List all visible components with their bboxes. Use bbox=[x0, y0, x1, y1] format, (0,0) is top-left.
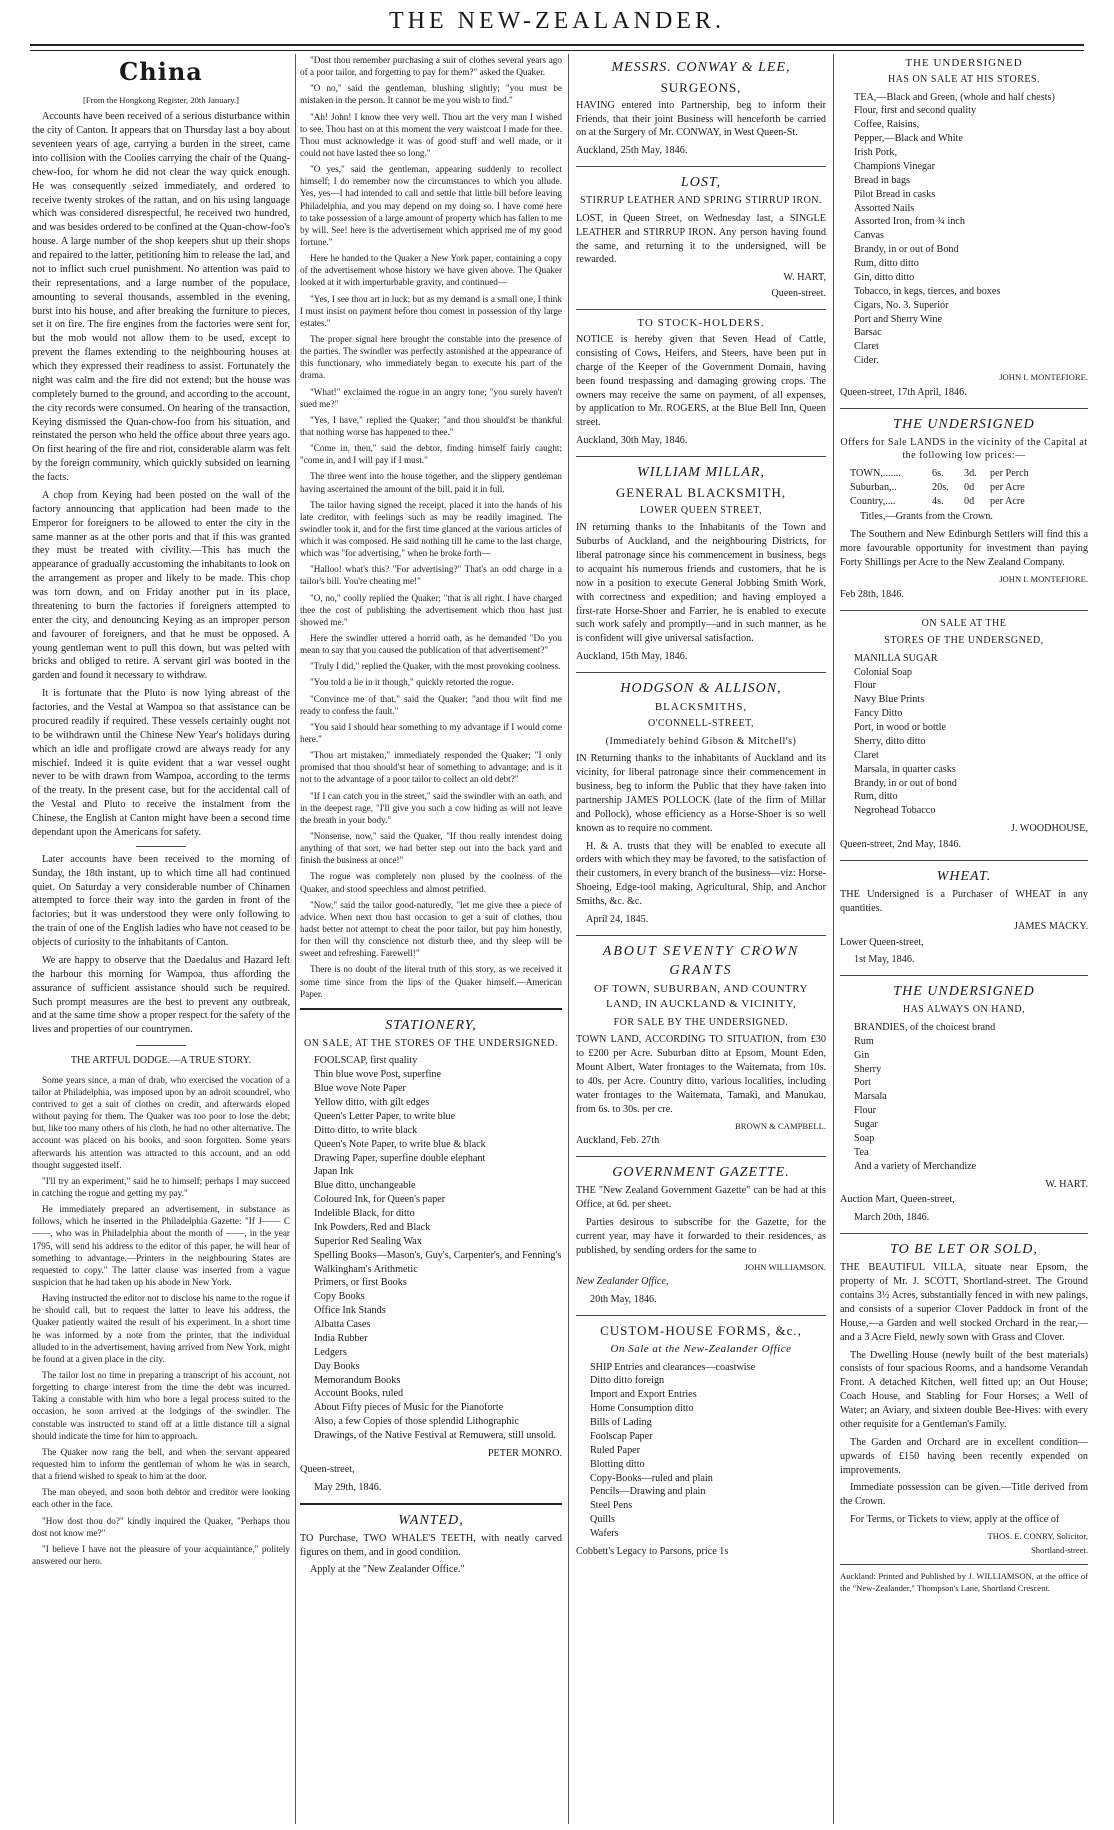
list-item: Superior Red Sealing Wax bbox=[314, 1235, 422, 1247]
lost-signature: W. HART, bbox=[783, 272, 826, 284]
gazette-heading: GOVERNMENT GAZETTE. bbox=[612, 1165, 790, 1181]
stationery-heading: STATIONERY, bbox=[385, 1017, 477, 1033]
list-item: Indelible Black, for ditto bbox=[314, 1208, 415, 1220]
list-item: Sherry, ditto ditto bbox=[854, 735, 926, 747]
list-item: Pilot Bread in casks bbox=[854, 188, 936, 200]
montefiore-date: Queen-street, 17th April, 1846. bbox=[840, 386, 967, 398]
article-paragraph: The rogue was completely non plused by the coolness of the Quaker, and stood speechless and almost petrified. bbox=[300, 871, 562, 894]
wanted-apply: Apply at the "New Zealander Office." bbox=[310, 1564, 465, 1576]
list-item: Memorandum Books bbox=[314, 1374, 401, 1386]
list-item: Blue wove Note Paper bbox=[314, 1083, 406, 1095]
article-paragraph: "You told a lie in it though," quickly retorted the rogue. bbox=[310, 677, 514, 688]
villa-text-4: Immediate possession can be given.—Title derived from the Crown. bbox=[840, 1482, 1088, 1508]
article-paragraph: The Quaker now rang the bell, and when the servant appeared requested him to inform the gentleman of whom he was in search, that a friend wished to speak to him at the door. bbox=[32, 1446, 290, 1482]
hodgson-text: IN Returning thanks to the inhabitants of Auckland and its vicinity, for liberal patronage since their commencement in business, beg to inform the Public that they have taken into partnership JAMES POLLOCK (late of the firm of Millar and Pollock), whose efficiency as a Horse-Shoer is so well known as to require no comment. bbox=[576, 753, 826, 834]
list-item: Blue ditto, unchangeable bbox=[314, 1180, 416, 1192]
conway-subheading: SURGEONS, bbox=[660, 80, 742, 96]
list-item: Ink Powders, Red and Black bbox=[314, 1221, 431, 1233]
lands-date: Feb 28th, 1846. bbox=[840, 588, 904, 600]
divider bbox=[576, 1156, 826, 1157]
list-item: Gin bbox=[854, 1049, 870, 1061]
article-paragraph: He immediately prepared an advertisement, in substance as follows, which he inserted in the Philadelphia Gazette: "If J—— C——, who was in Philadelphia about the month of ——, in the year 1795, will send his address to the editor of this paper, he will hear of something to advantage.—Printers in the neighbouring States are requested to copy." The latter clause was inserted from a vague suspicion that he had taken up his abode in New York. bbox=[32, 1204, 290, 1288]
divider bbox=[840, 408, 1088, 409]
list-item: Tobacco, in kegs, tierces, and boxes bbox=[854, 285, 1001, 297]
article-paragraph: "What!" exclaimed the rogue in an angry tone; "you surely haven't sued me?" bbox=[300, 386, 562, 409]
list-item: Brandy, in or out of Bond bbox=[854, 244, 959, 256]
price-row bbox=[850, 467, 1060, 481]
list-item: And a variety of Merchandize bbox=[854, 1160, 977, 1172]
article-paragraph: "How dost thou do?" kindly inquired the Quaker, "Perhaps thou dost not know me?" bbox=[32, 1515, 290, 1538]
woodhouse-subheading: STORES OF THE UNDERSGNED, bbox=[884, 635, 1044, 647]
lost-text: LOST, in Queen Street, on Wednesday last, a SINGLE LEATHER and STIRRUP IRON. Any person having found the same, and returning it to the undersigned, will be rewarded. bbox=[576, 212, 826, 266]
wanted-heading: WANTED, bbox=[398, 1512, 464, 1528]
list-item: Home Consumption ditto bbox=[590, 1403, 694, 1415]
china-article bbox=[32, 110, 290, 1037]
list-item: Irish Pork, bbox=[854, 147, 898, 159]
hodgson-heading: HODGSON & ALLISON, bbox=[620, 681, 782, 697]
price-unit: per Acre bbox=[990, 495, 1025, 507]
article-paragraph: "O, no," coolly replied the Quaker; "that is all right. I have charged thee the cost of publishing the advertisement which thou hast just showed me." bbox=[300, 592, 562, 627]
stationery-signature: PETER MONRO. bbox=[487, 1447, 562, 1459]
hart-signature: W. HART. bbox=[1045, 1178, 1088, 1190]
article-paragraph: "O yes," said the gentleman, appearing suddenly to recollect himself; I do remember now the circumstances to which you allude. Yes, yes—I had intended to call and settle that little bill before leaving Philadelphia, and you may depend on my doing so. I have come here to take possession of a large amount of property which has fallen to me by will. See! here is the advertisement which apprised me of my good fortune." bbox=[300, 164, 562, 247]
list-item: Drawing Paper, superfine double elephant bbox=[314, 1152, 486, 1164]
list-item: Marsala, in quarter casks bbox=[854, 763, 956, 775]
grants-date: Auckland, Feb. 27th bbox=[576, 1135, 660, 1147]
list-item: Also, a few Copies of those splendid Lithographic Drawings, of the Native Festival at Remuwera, still unsold. bbox=[314, 1416, 556, 1442]
divider bbox=[576, 672, 826, 673]
dodge-title: THE ARTFUL DODGE.—A TRUE STORY. bbox=[70, 1055, 252, 1067]
wheat-heading: WHEAT. bbox=[936, 868, 992, 884]
column-1 bbox=[32, 54, 290, 1824]
hart-list bbox=[840, 1021, 1088, 1174]
list-item: MANILLA SUGAR bbox=[854, 652, 938, 664]
article-paragraph: "Convince me of that," said the Quaker; "and thou wilt find me ready to confess the fault." bbox=[300, 693, 562, 716]
divider bbox=[840, 975, 1088, 976]
villa-text: THE BEAUTIFUL VILLA, situate near Epsom, the property of Mr. J. SCOTT, Shortland-street. The Ground contains 3½ Acres, substantially fenced in with new palings, and consists of a superior Clover Paddock in front of the House,—a Garden and well stocked Orchard in the rear,—and a 3 Acre Field, newly sown with Grass and Clover. bbox=[840, 1262, 1088, 1343]
hart-heading: THE UNDERSIGNED bbox=[893, 984, 1035, 1000]
list-item: FOOLSCAP, first quality bbox=[314, 1055, 418, 1067]
dodge-article bbox=[32, 1074, 290, 1567]
hodgson-subheading: BLACKSMITHS, bbox=[654, 701, 748, 714]
list-item: Ledgers bbox=[314, 1346, 347, 1358]
divider bbox=[576, 309, 826, 310]
list-item: Thin blue wove Post, superfine bbox=[314, 1069, 442, 1081]
list-item: Copy-Books—ruled and plain bbox=[590, 1472, 713, 1484]
lost-heading: LOST, bbox=[680, 175, 722, 191]
list-item: Japan Ink bbox=[314, 1166, 354, 1178]
list-item: Account Books, ruled bbox=[314, 1388, 404, 1400]
grants-for-sale: FOR SALE BY THE UNDERSIGNED. bbox=[613, 1016, 789, 1028]
villa-text-3: The Garden and Orchard are in excellent condition—upwards of £150 having been recently expended on improvements. bbox=[840, 1436, 1088, 1476]
divider bbox=[576, 456, 826, 457]
column-3 bbox=[576, 54, 826, 1824]
article-paragraph: "I'll try an experiment," said he to himself; perhaps I may succeed in catching the rogue and getting my pay." bbox=[32, 1175, 290, 1199]
hodgson-text-2: H. & A. trusts that they will be enabled to execute all orders with which they may be favored, to the satisfaction of their customers, in every branch of the business—viz: Horse-Shoeing, Edge-tool making, Agricultural, Ship, and Anchor Smiths, &c. &c. bbox=[576, 840, 826, 907]
gazette-office: New Zealander Office, bbox=[576, 1276, 669, 1288]
gazette-date: 20th May, 1846. bbox=[590, 1294, 657, 1306]
article-paragraph: The proper signal here brought the constable into the presence of the parties. The swindler was perfectly astonished at the appearance of this functionary, who immediately began to execute his part of the drama. bbox=[300, 333, 562, 381]
list-item: Import and Export Entries bbox=[590, 1389, 697, 1401]
stationery-date: May 29th, 1846. bbox=[314, 1481, 382, 1493]
grants-subheading: OF TOWN, SUBURBAN, AND COUNTRY LAND, IN AUCKLAND & VICINITY, bbox=[594, 982, 808, 1010]
gazette-text: THE "New Zealand Government Gazette" can be had at this Office, at 6d. per sheet. bbox=[576, 1185, 826, 1211]
price-row bbox=[850, 481, 1060, 495]
list-item: Rum, ditto bbox=[854, 791, 898, 803]
divider bbox=[136, 846, 186, 847]
list-item: Wafers bbox=[590, 1528, 619, 1540]
article-paragraph: "Thou art mistaken," immediately responded the Quaker; "I only promised that thou should'st hear of something to advantage; and is it not to the advantage of a poor tailor to collect an old debt?" bbox=[300, 750, 562, 785]
article-paragraph: The man obeyed, and soon both debtor and creditor were looking each other in the face. bbox=[32, 1487, 290, 1510]
article-paragraph: The tailor having signed the receipt, placed it into the hands of his late creditor, with feelings such as may be readily imagined. The swindler took it, and for the first time glanced at the various articles of which it was composed. He said nothing till he came to the last charge, which was "for advertising," when he broke forth— bbox=[300, 499, 562, 559]
list-item: Fancy Ditto bbox=[854, 708, 903, 720]
list-item: Primers, or first Books bbox=[314, 1277, 407, 1289]
stationery-subheading: ON SALE, AT THE STORES OF THE UNDERSIGNED. bbox=[304, 1037, 558, 1049]
list-item: Steel Pens bbox=[590, 1500, 633, 1512]
column-divider bbox=[833, 54, 834, 1824]
montefiore-heading: THE UNDERSIGNED bbox=[905, 57, 1023, 69]
list-item: Spelling Books—Mason's, Guy's, Carpenter's, and Fenning's bbox=[314, 1249, 562, 1261]
millar-text: IN returning thanks to the Inhabitants of the Town and Suburbs of Auckland, and the neighbouring Districts, for liberal patronage since his commencement in business, begs to acquaint his numerous friends and customers, that he is now in a position to execute General Jobbing Smith Work, with correctness and expedition; and having employed a first-rate Horse-Shoer and Farrier, he is enabled to execute such work safely and promptly—and in such manner, as he is confident will give universal satisfaction. bbox=[576, 522, 826, 645]
conway-text: HAVING entered into Partnership, beg to inform their Friends, that their joint Business will henceforth be carried on at the Surgery of Mr. CONWAY, in West Queen-St. bbox=[576, 99, 826, 139]
list-item: Coloured Ink, for Queen's paper bbox=[314, 1194, 446, 1206]
gazette-text-2: Parties desirous to subscribe for the Gazette, for the current year, may have it forwarded to their residences, as published, by sending orders for the same to bbox=[576, 1216, 826, 1256]
list-item: Champions Vinegar bbox=[854, 160, 935, 172]
article-paragraph: "Ah! John! I know thee very well. Thou art the very man I wished to see. Thou hast on at this moment the very waistcoat I made for thee. Thou must acknowledge it was of good stuff and well made, or it could not have lasted thee so long." bbox=[300, 111, 562, 158]
list-item: Flour bbox=[854, 1105, 877, 1117]
price-unit: per Acre bbox=[990, 481, 1025, 493]
price-shillings: 4s. bbox=[932, 495, 944, 507]
stock-text: NOTICE is hereby given that Seven Head of Cattle, consisting of Cows, Heifers, and Steers, have been put in charge of the Keeper of the Government Domain, having been found trespassing and damaging growing crops. The owners may receive the same on payment, of all expenses, by application to Mr. ROGERS, at the Blue Bell Inn, Queen street. bbox=[576, 334, 826, 429]
list-item: Ditto ditto foreign bbox=[590, 1375, 665, 1387]
article-paragraph: Some years since, a man of drab, who exercised the vocation of a tailor at Philadelphia, was imposed upon by an adroit scoundrel, who contrived to get a suit of clothes on credit, and afterwards eloped without paying for them. The Quaker was too poor to lose the debt; but, like too many others of his cloth, he had no other alternative. The account was placed on his books, and soon forgotten. Some years afterwards his attention was attracted to this account, and an odd thought suggested itself. bbox=[32, 1074, 290, 1170]
hodgson-address: O'CONNELL-STREET, bbox=[648, 718, 754, 730]
villa-text-2: The Dwelling House (newly built of the best materials) consists of four spacious Rooms, and a handsome Verandah Front. A detached Kitchen, well fitted up; an Out House; Coach House, and Stabling for Four Horses; a Well of Water; an Aviary, and sixteen double Bee-Hives: with every other requisite for a Gentleman's Family. bbox=[840, 1349, 1088, 1430]
list-item: Port and Sherry Wine bbox=[854, 313, 942, 325]
divider bbox=[840, 1233, 1088, 1234]
article-paragraph: Accounts have been received of a serious disturbance within the city of Canton. It appears that on Thursday last a boy about seventeen years of age, carrying a burden in the street, came into collision with the Coolies carrying the chair of the Quang-chew-foo, for whom he did not clear the way quick enough. He was consequently seized immediately, and ordered to receive twenty strokes of the rattan, and on his using language which was considered disrespectful, he received two hundred, and was besides ordered to be confined at the Quan-chow-foo's house. A large number of the shop keepers shut up their shops and repaired to the latter, petitioning him to release the lad, and not to inflict such cruel punishment. No attention was paid to their representations, and a large number of the populace, amounting to several thousands, assembled in the evening, burst into his house, and after breaking the furniture to pieces, set it on fire. The fire engines from the factories were sent for, but the mob would not allow them to be used, except to prevent the flames extending to the neighbouring houses at which they expressed their readiness to assist. Fortunately the night was calm and the fire did not extend; but the house was completely burned to the ground, and according to the account, the city records were consumed. On hearing of the transaction, Keying dismissed the Quan-chow-foo from his situation, and reinstated the person who held the office about three years ago. On first hearing of the fire and riot, considerable alarm was felt by the foreign community, which quickly subsided on learning the facts. bbox=[32, 111, 290, 484]
list-item: Walkingham's Arithmetic bbox=[314, 1263, 418, 1275]
divider bbox=[576, 935, 826, 936]
article-paragraph: "Come in, then," said the debtor, finding himself fairly caught; "come in, and I will pay if I must." bbox=[300, 443, 562, 466]
woodhouse-date: Queen-street, 2nd May, 1846. bbox=[840, 839, 961, 851]
lands-heading: THE UNDERSIGNED bbox=[893, 416, 1035, 432]
article-paragraph: There is no doubt of the literal truth of this story, as we received it some time since from the lips of the Quaker himself.—American Paper. bbox=[300, 964, 562, 999]
list-item: Port bbox=[854, 1077, 871, 1089]
lands-price-table bbox=[850, 467, 1088, 509]
list-item: Foolscap Paper bbox=[590, 1430, 653, 1442]
price-pence: 0d bbox=[964, 481, 975, 493]
list-item: Claret bbox=[854, 341, 879, 353]
price-shillings: 20s. bbox=[932, 481, 949, 493]
grants-signature: BROWN & CAMPBELL. bbox=[735, 1120, 826, 1131]
list-item: SHIP Entries and clearances—coastwise bbox=[590, 1361, 756, 1373]
list-item: Coffee, Raisins, bbox=[854, 119, 920, 131]
divider bbox=[136, 1045, 186, 1046]
dodge-article-continued bbox=[300, 54, 562, 1000]
wheat-date: 1st May, 1846. bbox=[854, 954, 915, 966]
hart-date: March 20th, 1846. bbox=[854, 1212, 930, 1224]
list-item: Ditto ditto, to write black bbox=[314, 1124, 418, 1136]
conway-heading: MESSRS. CONWAY & LEE, bbox=[611, 60, 791, 75]
list-item: Barsac bbox=[854, 327, 882, 339]
montefiore-signature: JOHN I. MONTEFIORE. bbox=[999, 372, 1088, 383]
masthead bbox=[0, 0, 1114, 46]
list-item: Port, in wood or bottle bbox=[854, 722, 946, 734]
list-item: Yellow ditto, with gilt edges bbox=[314, 1097, 430, 1109]
price-label: TOWN,....... bbox=[850, 467, 901, 479]
grants-text: TOWN LAND, ACCORDING TO SITUATION, from £30 to £200 per Acre. Suburban ditto at Epsom, Mount Eden, Mount Albert, Water frontages to the Waitemata, from 10s. to 40s. per Acre. Country ditto, various localities, including water frontages to the Waitemata, Tamaki, and Manukau, from 6s. to 30s. per cre. bbox=[576, 1034, 826, 1115]
list-item: Blotting ditto bbox=[590, 1458, 645, 1470]
list-item: Gin, ditto ditto bbox=[854, 271, 915, 283]
column-divider bbox=[568, 54, 569, 1824]
section-heading-china: China bbox=[119, 57, 203, 86]
list-item: Pencils—Drawing and plain bbox=[590, 1486, 706, 1498]
list-item: Bread in bags bbox=[854, 174, 911, 186]
villa-heading: TO BE LET OR SOLD, bbox=[890, 1242, 1038, 1258]
lands-signature: JOHN I. MONTEFIORE. bbox=[999, 573, 1088, 584]
list-item: Day Books bbox=[314, 1360, 360, 1372]
list-item: Office Ink Stands bbox=[314, 1305, 386, 1317]
montefiore-list bbox=[840, 91, 1088, 369]
wanted-text: TO Purchase, TWO WHALE'S TEETH, with neatly carved figures on them, and in good condition. bbox=[300, 1532, 562, 1558]
woodhouse-signature: J. WOODHOUSE, bbox=[1010, 823, 1088, 835]
list-item: Assorted Nails bbox=[854, 202, 915, 214]
article-paragraph: Having instructed the editor not to disclose his name to the rogue if he should call, but to request the latter to leave his address, the Quaker patiently waited the result of his experiment. In a short time he was informed by a note from the printer, that the individual alluded to in the advertisement, having arrived from New York, might be found at a given place in the city. bbox=[32, 1293, 290, 1364]
article-paragraph: "O no," said the gentleman, blushing slightly; "you must be mistaken in the person. It cannot be me you wish to find." bbox=[300, 83, 562, 106]
woodhouse-heading: ON SALE AT THE bbox=[921, 617, 1007, 629]
list-item: Brandy, in or out of bond bbox=[854, 777, 957, 789]
millar-address: LOWER QUEEN STREET, bbox=[639, 504, 763, 516]
lost-subheading: STIRRUP LEATHER AND SPRING STIRRUP IRON. bbox=[579, 195, 823, 207]
list-item: Queen's Note Paper, to write blue & black bbox=[314, 1138, 486, 1150]
hart-place: Auction Mart, Queen-street, bbox=[840, 1194, 955, 1206]
source-note: [From the Hongkong Register, 20th January.] bbox=[83, 94, 239, 105]
article-paragraph: Later accounts have been received to the morning of Sunday, the 18th instant, up to which time all had continued quiet. On Saturday a very considerable number of Chinamen attempted to force their way into the garden in front of the factories; but it was understood they were only following to the train of one of the English ladies who have not ceased to be objects of curiosity to the inhabitants of Canton. bbox=[32, 853, 290, 949]
millar-heading: WILLIAM MILLAR, bbox=[637, 465, 765, 481]
article-paragraph: "If I can catch you in the street," said the swindler with an oath, and in the deepest rage, "I'll give you such a cow hiding as will not leave the breath in your body." bbox=[300, 790, 562, 825]
list-item: Cider. bbox=[854, 355, 879, 367]
hart-subheading: HAS ALWAYS ON HAND, bbox=[902, 1004, 1026, 1016]
article-paragraph: "Yes, I see thou art in luck; but as my demand is a small one, I think I must insist on payment before thou comest in possession of thy large estates." bbox=[300, 293, 562, 328]
divider bbox=[840, 1564, 1088, 1565]
price-row bbox=[850, 495, 1060, 509]
list-item: Claret bbox=[854, 749, 879, 761]
list-item: BRANDIES, of the choicest brand bbox=[854, 1021, 996, 1033]
list-item: Ruled Paper bbox=[590, 1444, 641, 1456]
villa-signature-address: Shortland-street. bbox=[1030, 1544, 1088, 1555]
article-paragraph: It is fortunate that the Pluto is now lying abreast of the factories, and the Vestal at Wampoa so that assistance can be procured readily if required. These vessels certainly ought not to be withdrawn until the Chinese New Year's holidays during which an idle and profligate crowd are always ready for any mischief. Indeed it is quite evident that a war vessel ought never to be with drawn from Wampoa, according to the terms of the treaty. In the present case, but for the accidental call of the Vestal and Pluto to receive the instalment from the Chinese, the English at Canton might have been a second time dependant upon the Americans for safety. bbox=[32, 688, 290, 838]
customs-heading: CUSTOM-HOUSE FORMS, &c., bbox=[600, 1322, 802, 1338]
customs-list bbox=[576, 1361, 826, 1541]
list-item: Pepper,—Black and White bbox=[854, 133, 963, 145]
customs-last-item: Cobbett's Legacy to Parsons, price 1s bbox=[576, 1545, 729, 1557]
villa-text-5: For Terms, or Tickets to view, apply at the office of bbox=[850, 1514, 1060, 1526]
article-paragraph: "I believe I have not the pleasure of your acquaintance," politely answered our hero. bbox=[32, 1543, 290, 1566]
article-paragraph: A chop from Keying had been posted on the wall of the factory announcing that application had been made to the Emperor for foreigners to be allowed to enter the city in the same manner as at the other ports and that if this was granted they must be treated with civility.—This has much the appearance of gradually accustoming the inhabitants to look on the arrangement as proper and likely to be made. This chop was torn down, and on Friday another put in its place, threatening to burn the factories if foreigners attempted to enter the city, and denouncing Keying as an improper person and favourer of foreigners, and that he must be opposed. A young gentleman went to pull this down, but was pelted with bricks and obliged to retire. A servant girl was booted in the garden and found it necessary to withdraw. bbox=[32, 489, 290, 682]
conway-date: Auckland, 25th May, 1846. bbox=[576, 145, 688, 157]
stationery-list bbox=[300, 1054, 562, 1443]
price-pence: 0d bbox=[964, 495, 975, 507]
price-pence: 3d. bbox=[964, 467, 977, 479]
customs-subheading: On Sale at the New-Zealander Office bbox=[610, 1342, 792, 1355]
divider bbox=[576, 166, 826, 167]
article-paragraph: Here the swindler uttered a horrid oath, as he demanded "Do you mean to say that you caused the publication of that advertisement?" bbox=[300, 633, 562, 656]
wheat-place: Lower Queen-street, bbox=[840, 936, 924, 948]
lands-text: The Southern and New Edinburgh Settlers will find this a more favourable opportunity for investment than paying Forty Shillings per Acre to the New Zealand Company. bbox=[840, 529, 1088, 569]
list-item: Soap bbox=[854, 1132, 875, 1144]
list-item: Colonial Soap bbox=[854, 666, 913, 678]
masthead-rule bbox=[30, 44, 1084, 51]
woodhouse-list bbox=[840, 652, 1088, 819]
villa-signature: THOS. E. CONRY, Solicitor, bbox=[987, 1531, 1088, 1542]
list-item: Sugar bbox=[854, 1119, 878, 1131]
article-paragraph: We are happy to observe that the Daedalus and Hazard left the harbour this morning for Wampoa, thus affording the assurance of sufficient assistance should such be required. Such prompt measures are the best to prevent any outbreak, and at the same time show a proper respect for the safety of the lives and properties of our countrymen. bbox=[32, 954, 290, 1036]
price-label: Country,.... bbox=[850, 495, 896, 507]
wheat-signature: JAMES MACKY. bbox=[1014, 920, 1088, 932]
article-paragraph: "Nonsense, now," said the Quaker, "If thou really intendest doing anything of that sort, we had better step out into the back yard and finish the business at once!" bbox=[300, 831, 562, 866]
article-paragraph: The tailor lost no time in preparing a transcript of his account, not forgetting to charge interest from the time the debt was incurred. Taking a constable with him who bore a legal process suited to the occasion, he soon arrived at the lodgings of the swindler. The constable was instructed to stand off at a little distance till a signal should indicate the time for him to approach. bbox=[32, 1370, 290, 1441]
imprint: Auckland: Printed and Published by J. WILLIAMSON, at the office of the "New-Zealander," Thompson's Lane, Shortland Crescent. bbox=[840, 1571, 1088, 1594]
column-4 bbox=[840, 54, 1088, 1824]
article-paragraph: "Yes, I have," replied the Quaker; "and thou should'st be thankful that nothing worse has happened to thee." bbox=[300, 414, 562, 437]
list-item: Tea bbox=[854, 1146, 869, 1158]
article-paragraph: The three went into the house together, and the slippery gentleman having ascertained the amount of the bill, paid it in full. bbox=[300, 471, 562, 494]
price-shillings: 6s. bbox=[932, 467, 944, 479]
list-item: Queen's Letter Paper, to write blue bbox=[314, 1110, 456, 1122]
list-item: TEA,—Black and Green, (whole and half chests) bbox=[854, 91, 1055, 103]
millar-subheading: GENERAL BLACKSMITH, bbox=[615, 485, 787, 501]
price-unit: per Perch bbox=[990, 467, 1029, 479]
list-item: Quills bbox=[590, 1514, 615, 1526]
article-paragraph: "Now," said the tailor good-naturedly, "let me give thee a piece of advice. When next thou hast occasion to get a suit of clothes, thou hadst better not attempt to cheat the poor tailor, but pay him honestly, for then will thy conscience not disturb thee, and thy sleep will be sweet and refreshing. Farewell!" bbox=[300, 899, 562, 959]
article-paragraph: "You said I should hear something to my advantage if I would come here." bbox=[300, 721, 562, 745]
list-item: Navy Blue Prints bbox=[854, 694, 925, 706]
list-item: Albatta Cases bbox=[314, 1319, 371, 1331]
list-item: Canvas bbox=[854, 230, 884, 242]
lands-titles: Titles,—Grants from the Crown. bbox=[860, 511, 993, 523]
lands-subheading: Offers for Sale LANDS in the vicinity of the Capital at the following low prices:— bbox=[840, 436, 1088, 462]
list-item: Copy Books bbox=[314, 1291, 365, 1303]
column-divider bbox=[295, 54, 296, 1824]
montefiore-subheading: HAS ON SALE AT HIS STORES. bbox=[887, 73, 1041, 85]
list-item: Bills of Lading bbox=[590, 1417, 652, 1429]
article-paragraph: "Dost thou remember purchasing a suit of clothes several years ago of a poor tailor, and forgetting to pay for them?" asked the Quaker. bbox=[300, 55, 562, 78]
divider bbox=[840, 860, 1088, 861]
list-item: Cigars, No. 3. Superior bbox=[854, 299, 949, 311]
divider bbox=[300, 1008, 562, 1010]
article-paragraph: Here he handed to the Quaker a New York paper, containing a copy of the advertisement whose history we have given above. The Quaker looked at it with imperturbable gravity, and continued— bbox=[300, 253, 562, 288]
divider bbox=[300, 1503, 562, 1505]
list-item: Rum bbox=[854, 1035, 874, 1047]
millar-date: Auckland, 15th May, 1846. bbox=[576, 651, 688, 663]
lost-place: Queen-street. bbox=[771, 288, 826, 300]
list-item: Rum, ditto ditto bbox=[854, 258, 919, 270]
list-item: India Rubber bbox=[314, 1332, 368, 1344]
list-item: About Fifty pieces of Music for the Pianoforte bbox=[314, 1402, 504, 1414]
list-item: Flour, first and second quality bbox=[854, 105, 977, 117]
article-paragraph: "Halloo! what's this? "For advertising?" That's an odd charge in a tailor's bill. You're cheating me!" bbox=[300, 564, 562, 587]
gazette-signature: JOHN WILLIAMSON. bbox=[744, 1261, 826, 1272]
newspaper-title: THE NEW-ZEALANDER. bbox=[389, 8, 725, 34]
list-item: Flour bbox=[854, 680, 877, 692]
column-2 bbox=[300, 54, 562, 1824]
stock-heading: TO STOCK-HOLDERS. bbox=[637, 317, 765, 330]
price-label: Suburban,.. bbox=[850, 481, 897, 493]
article-paragraph: "Truly I did," replied the Quaker, with the most provoking coolness. bbox=[310, 661, 561, 672]
stationery-place: Queen-street, bbox=[300, 1463, 355, 1475]
divider bbox=[840, 610, 1088, 611]
stock-date: Auckland, 30th May, 1846. bbox=[576, 435, 688, 447]
list-item: Sherry bbox=[854, 1063, 882, 1075]
divider bbox=[576, 1315, 826, 1316]
hodgson-location: (Immediately behind Gibson & Mitchell's) bbox=[605, 735, 797, 747]
list-item: Negrohead Tobacco bbox=[854, 805, 936, 817]
hodgson-date: April 24, 1845. bbox=[586, 913, 649, 925]
list-item: Marsala bbox=[854, 1091, 887, 1103]
grants-heading: ABOUT SEVENTY CROWN GRANTS bbox=[602, 943, 800, 978]
list-item: Assorted Iron, from ¾ inch bbox=[854, 216, 965, 228]
wheat-text: THE Undersigned is a Purchaser of WHEAT in any quantities. bbox=[840, 888, 1088, 914]
